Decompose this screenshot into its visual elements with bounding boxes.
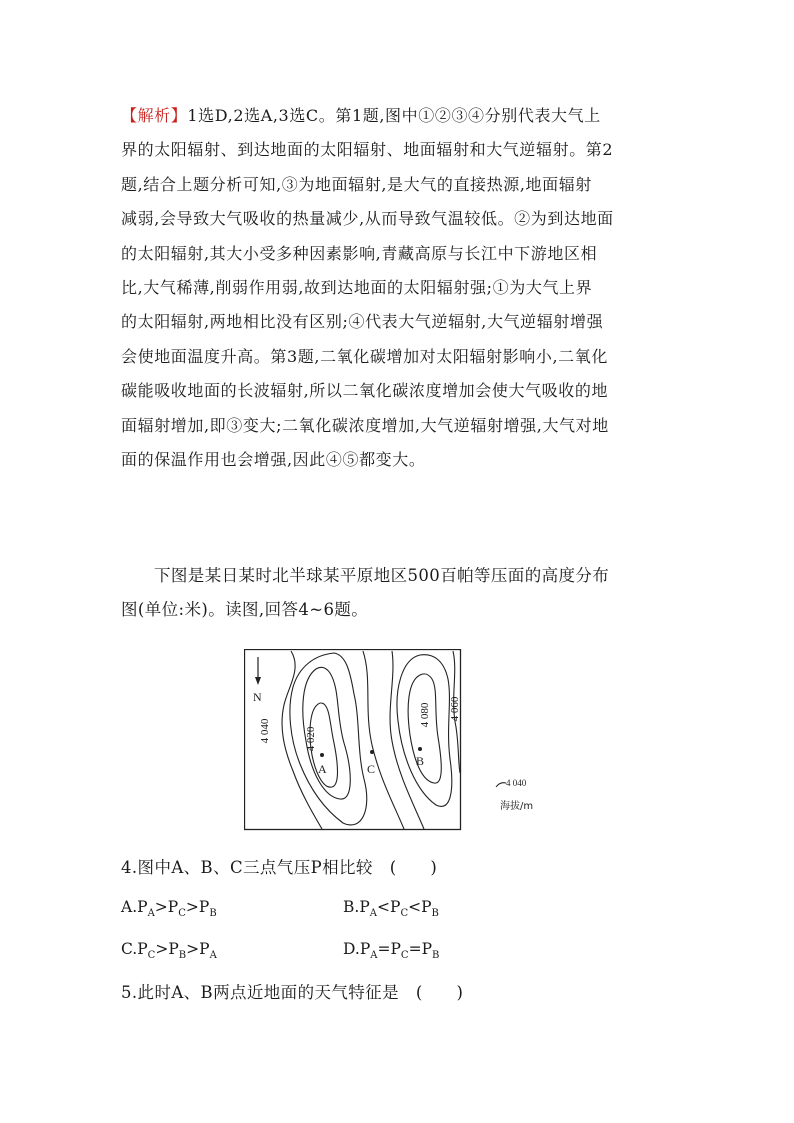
- option-p: P: [198, 898, 210, 916]
- option-op: >: [154, 898, 168, 916]
- option-sub: C: [147, 950, 156, 962]
- point-b-dot: [418, 747, 422, 751]
- option-p: P: [137, 898, 148, 916]
- question-4-option-a: [121, 898, 217, 919]
- analysis-line: 减弱,会导致大气吸收的热量减少,从而导致气温较低。②为到达地面: [121, 209, 614, 229]
- legend-contour-symbol: [496, 783, 506, 787]
- option-sub: A: [370, 950, 378, 962]
- option-p: P: [199, 940, 210, 958]
- analysis-line: 面辐射增加,即③变大;二氧化碳浓度增加,大气逆辐射增强,大气对地: [121, 415, 609, 435]
- question-4-option-c: [121, 940, 217, 961]
- analysis-line: 的太阳辐射,其大小受多种因素影响,青藏高原与长江中下游地区相: [121, 243, 598, 263]
- option-p: P: [167, 898, 179, 916]
- point-b-label: B: [416, 754, 425, 768]
- analysis-line: 的太阳辐射,两地相比没有区别;④代表大气逆辐射,大气逆辐射增强: [121, 312, 604, 332]
- option-letter: D.: [343, 940, 360, 958]
- option-letter: C.: [121, 940, 138, 958]
- contour-label-4040: 4 040: [259, 718, 271, 744]
- contours-right: [390, 651, 460, 829]
- question-4-stem: 4.图中A、B、C三点气压P相比较 ( ): [121, 858, 438, 877]
- option-op: >: [155, 940, 169, 958]
- legend-label: 海拔/m: [500, 801, 534, 812]
- contours-left: [282, 651, 404, 829]
- map-frame: [245, 650, 461, 830]
- option-sub: B: [209, 908, 217, 920]
- option-p: P: [359, 898, 370, 916]
- option-op: =: [408, 940, 422, 958]
- option-op: <: [377, 898, 390, 916]
- contour-line: [397, 655, 452, 807]
- option-sub: B: [432, 950, 440, 962]
- option-sub: C: [178, 908, 186, 920]
- contour-line: [408, 674, 441, 783]
- intro-line: 下图是某日某时北半球某平原地区500百帕等压面的高度分布: [154, 566, 610, 585]
- option-p: P: [390, 940, 401, 958]
- question-4-option-b: [343, 898, 439, 919]
- option-letter: A.: [121, 898, 138, 916]
- contour-label-4020: 4 020: [305, 726, 317, 752]
- option-p: P: [137, 940, 148, 958]
- contour-line: [390, 651, 424, 829]
- intro-paragraph: [121, 559, 681, 627]
- north-arrow: [255, 657, 261, 685]
- option-sub: C: [400, 908, 409, 920]
- option-p: P: [421, 940, 433, 958]
- option-sub: A: [369, 908, 377, 920]
- option-op: >: [185, 898, 199, 916]
- legend-value: 4 040: [506, 778, 527, 788]
- point-c-dot: [370, 750, 374, 754]
- option-sub: B: [178, 950, 187, 962]
- option-sub: A: [209, 950, 217, 962]
- option-op: =: [377, 940, 391, 958]
- question-4-option-d: [343, 940, 439, 961]
- contour-label-4080: 4 080: [419, 702, 431, 728]
- analysis-line: 界的太阳辐射、到达地面的太阳辐射、地面辐射和大气逆辐射。第2: [121, 140, 614, 160]
- analysis-line: 题,结合上题分析可知,③为地面辐射,是大气的直接热源,地面辐射: [121, 174, 592, 194]
- option-letter: B.: [343, 898, 360, 916]
- analysis-line: 面的保温作用也会增强,因此④⑤都变大。: [121, 450, 426, 470]
- analysis-line: 比,大气稀薄,削弱作用弱,故到达地面的太阳辐射强;①为大气上界: [121, 278, 593, 298]
- option-sub: B: [431, 908, 439, 920]
- contour-line: [290, 653, 367, 825]
- intro-line: 图(单位:米)。读图,回答4~6题。: [121, 600, 369, 619]
- point-a-dot: [320, 753, 324, 757]
- question-5-stem: 5.此时A、B两点近地面的天气特征是 ( ): [121, 983, 464, 1002]
- north-label: N: [253, 690, 262, 704]
- analysis-tag: 【解析】: [121, 106, 188, 125]
- point-a-label: A: [318, 762, 327, 776]
- option-op: >: [186, 940, 200, 958]
- analysis-line: 碳能吸收地面的长波辐射,所以二氧化碳浓度增加会使大气吸收的地: [121, 381, 609, 401]
- option-op: <: [408, 898, 422, 916]
- option-p: P: [359, 940, 371, 958]
- analysis-paragraph: [121, 99, 681, 477]
- option-sub: C: [400, 950, 409, 962]
- analysis-line: 会使地面温度升高。第3题,二氧化碳增加对太阳辐射影响小,二氧化: [121, 346, 608, 366]
- point-c-label: C: [367, 762, 376, 776]
- option-p: P: [168, 940, 179, 958]
- analysis-text: 1选D,2选A,3选C。第1题,图中①②③④分别代表大气上: [187, 106, 601, 125]
- option-p: P: [421, 898, 432, 916]
- option-p: P: [390, 898, 401, 916]
- isobaric-height-map: [244, 649, 535, 831]
- option-sub: A: [147, 908, 155, 920]
- contour-line: [363, 651, 404, 829]
- analysis-line: [121, 99, 681, 133]
- contour-label-4060: 4 060: [449, 696, 461, 722]
